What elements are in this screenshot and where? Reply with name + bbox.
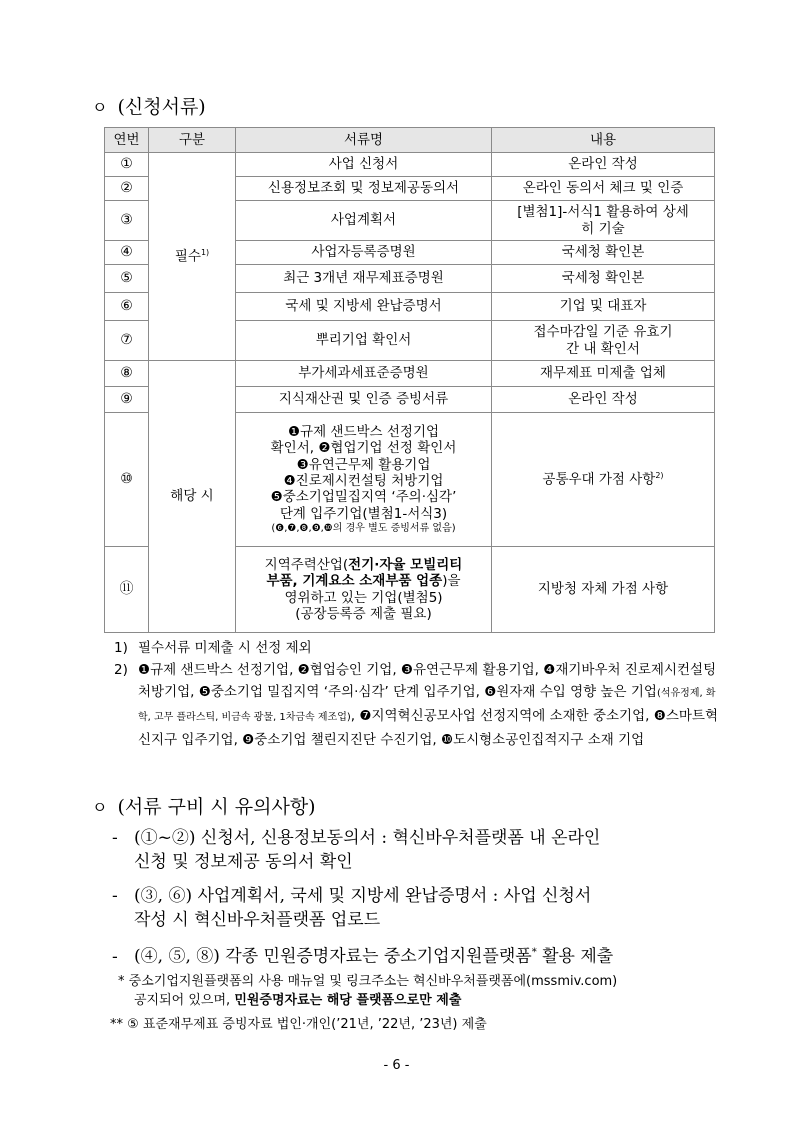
table-header-row	[105, 128, 715, 153]
row-number: ②	[105, 177, 149, 201]
requirement-text: (①~②) 신청서, 신용정보동의서 : 혁신바우처플랫폼 내 온라인	[134, 828, 601, 848]
note-text: , ❼지역혁신공모사업 선정지역에 소재한 중소기업, ❽스마트혁신지구 입주기업, ❾중소기업 챌린지진단 수진기업, ❿도시형소공인집적지구 소재 기업	[138, 708, 718, 748]
row-number: ⑥	[105, 293, 149, 321]
desc-footnote-mark: 2)	[655, 471, 664, 481]
note-body	[138, 659, 722, 751]
doc-name-multiline	[236, 547, 492, 633]
doc-line	[239, 557, 488, 573]
table-row	[105, 153, 715, 177]
doc-desc: 온라인 작성	[492, 387, 715, 413]
group-optional-cell: 해당 시	[149, 361, 236, 633]
footnote-1	[118, 972, 728, 1010]
requirement-item-3	[112, 941, 724, 969]
doc-name: 뿌리기업 확인서	[236, 321, 492, 361]
doc-name-multiline	[236, 413, 492, 547]
doc-line: 영위하고 있는 기업(별첨5)	[284, 589, 443, 606]
requirement-text: (③, ⑥) 사업계획서, 국세 및 지방세 완납증명서 : 사업 신청서	[134, 886, 592, 906]
row-number: ⑦	[105, 321, 149, 361]
desc-text: 공통우대 가점 사항	[542, 471, 656, 488]
note-lead: 1)	[114, 640, 128, 656]
doc-line: 단계 입주기업(별첨1-서식3)	[279, 505, 448, 522]
requirement-item-1	[112, 826, 724, 874]
header-cell: 구분	[149, 128, 236, 153]
footnote-text: ⑤ 표준재무제표 증빙자료 법인·개인(’21년, ’22년, ’23년) 제출	[127, 1017, 487, 1032]
doc-line: ❸유연근무제 활용기업	[296, 456, 431, 473]
doc-line: (공장등록증 제출 필요)	[295, 605, 432, 622]
dash-bullet: -	[112, 828, 118, 848]
footnote-bold-text: 민원증명자료는 해당 플랫폼으로만 제출	[234, 993, 462, 1008]
footnote-text: 중소기업지원플랫폼의 사용 매뉴얼 및 링크주소는 혁신바우처플랫폼에(mssmiv.com)	[128, 974, 618, 989]
heading-bullet: ㅇ	[92, 798, 108, 817]
row-number: ⑤	[105, 265, 149, 293]
doc-small-note: (❻,❼,❽,❾,❿의 경우 별도 증빙서류 없음)	[271, 523, 456, 535]
requirement-footnote-mark: *	[531, 947, 537, 958]
requirement-text: (④, ⑤, ⑧) 각종 민원증명자료는 중소기업지원플랫폼	[134, 946, 532, 967]
doc-line: ❹진로제시컨설팅 처방기업	[283, 473, 444, 489]
table-row	[105, 361, 715, 387]
note-2	[114, 659, 722, 751]
doc-desc: 지방청 자체 가점 사항	[492, 547, 715, 633]
row-number: ③	[105, 201, 149, 241]
doc-name: 신용정보조회 및 정보제공동의서	[236, 177, 492, 201]
table-notes	[114, 637, 722, 751]
requirement-text: 작성 시 혁신바우처플랫폼 업로드	[134, 910, 381, 930]
doc-line: ❺중소기업밀집지역 ‘주의·심각’	[270, 489, 457, 506]
heading-title: (신청서류)	[117, 96, 206, 118]
footnote-mark: **	[110, 1017, 123, 1032]
doc-line: ❶규제 샌드박스 선정기업	[287, 423, 440, 440]
doc-desc: 재무제표 미제출 업체	[492, 361, 715, 387]
row-number: ⑨	[105, 387, 149, 413]
requirement-text: 활용 제출	[536, 946, 614, 967]
dash-bullet: -	[112, 886, 118, 906]
section-heading-application-docs	[92, 92, 206, 119]
footnote-2	[110, 1015, 720, 1034]
doc-desc: 접수마감일 기준 유효기간 내 확인서	[492, 321, 715, 361]
doc-text: )을	[442, 573, 461, 590]
row-number: ⑩	[105, 413, 149, 547]
doc-desc: 국세청 확인본	[492, 241, 715, 265]
row-number: ⑧	[105, 361, 149, 387]
header-cell: 내용	[492, 128, 715, 153]
doc-bold-text: 부품, 기계요소 소재부품 업종	[266, 573, 443, 590]
heading-title: (서류 구비 시 유의사항)	[117, 796, 316, 818]
doc-desc: 기업 및 대표자	[492, 293, 715, 321]
doc-line	[239, 573, 488, 589]
row-number: ④	[105, 241, 149, 265]
doc-desc: [별첨1]-서식1 활용하여 상세히 기술	[492, 201, 715, 241]
doc-desc	[492, 413, 715, 547]
doc-desc: 국세청 확인본	[492, 265, 715, 293]
doc-text: 지역주력산업(	[264, 556, 349, 573]
doc-name: 사업 신청서	[236, 153, 492, 177]
note-1	[114, 637, 722, 659]
header-cell: 서류명	[236, 128, 492, 153]
note-lead: 2)	[114, 662, 128, 678]
doc-name: 사업자등록증명원	[236, 241, 492, 265]
doc-name: 사업계획서	[236, 201, 492, 241]
doc-desc: 온라인 작성	[492, 153, 715, 177]
note-text: ❶규제 샌드박스 선정기업, ❷협업승인 기업, ❸유연근무제 활용기업, ❹재기바우처 진로제시컨설팅 처방기업, ❺중소기업 밀집지역 ‘주의·심각’ 단계 입주기업, ❻원자재 수입 영향 높은 기업	[138, 662, 717, 700]
footnote-text: 공지되어 있으며,	[134, 993, 235, 1008]
header-cell: 연번	[105, 128, 149, 153]
application-documents-table	[104, 127, 715, 633]
row-number: ⑪	[105, 547, 149, 633]
requirement-item-2	[112, 884, 724, 932]
doc-name: 부가세과세표준증명원	[236, 361, 492, 387]
group-footnote-mark: 1)	[200, 248, 210, 258]
group-required-cell	[149, 153, 236, 361]
requirement-text: 신청 및 정보제공 동의서 확인	[134, 852, 353, 872]
heading-bullet: ㅇ	[92, 98, 108, 117]
note-small-text: (석유정제, 화학, 고무 플라스틱, 비금속 광물, 1차금속 제조업)	[138, 688, 716, 723]
doc-line: 확인서, ❷협업기업 선정 확인서	[270, 440, 457, 457]
doc-name: 국세 및 지방세 완납증명서	[236, 293, 492, 321]
footnote-mark: *	[118, 974, 125, 989]
doc-name: 최근 3개년 재무제표증명원	[236, 265, 492, 293]
doc-desc: 온라인 동의서 체크 및 인증	[492, 177, 715, 201]
page-number: - 6 -	[383, 1058, 410, 1073]
group-label: 필수	[174, 248, 201, 265]
section-heading-precautions	[92, 792, 316, 819]
note-text: 필수서류 미제출 시 선정 제외	[138, 640, 312, 656]
row-number: ①	[105, 153, 149, 177]
dash-bullet: -	[112, 946, 118, 967]
doc-name: 지식재산권 및 인증 증빙서류	[236, 387, 492, 413]
doc-bold-text: 전기·자율 모빌리티	[348, 556, 463, 573]
